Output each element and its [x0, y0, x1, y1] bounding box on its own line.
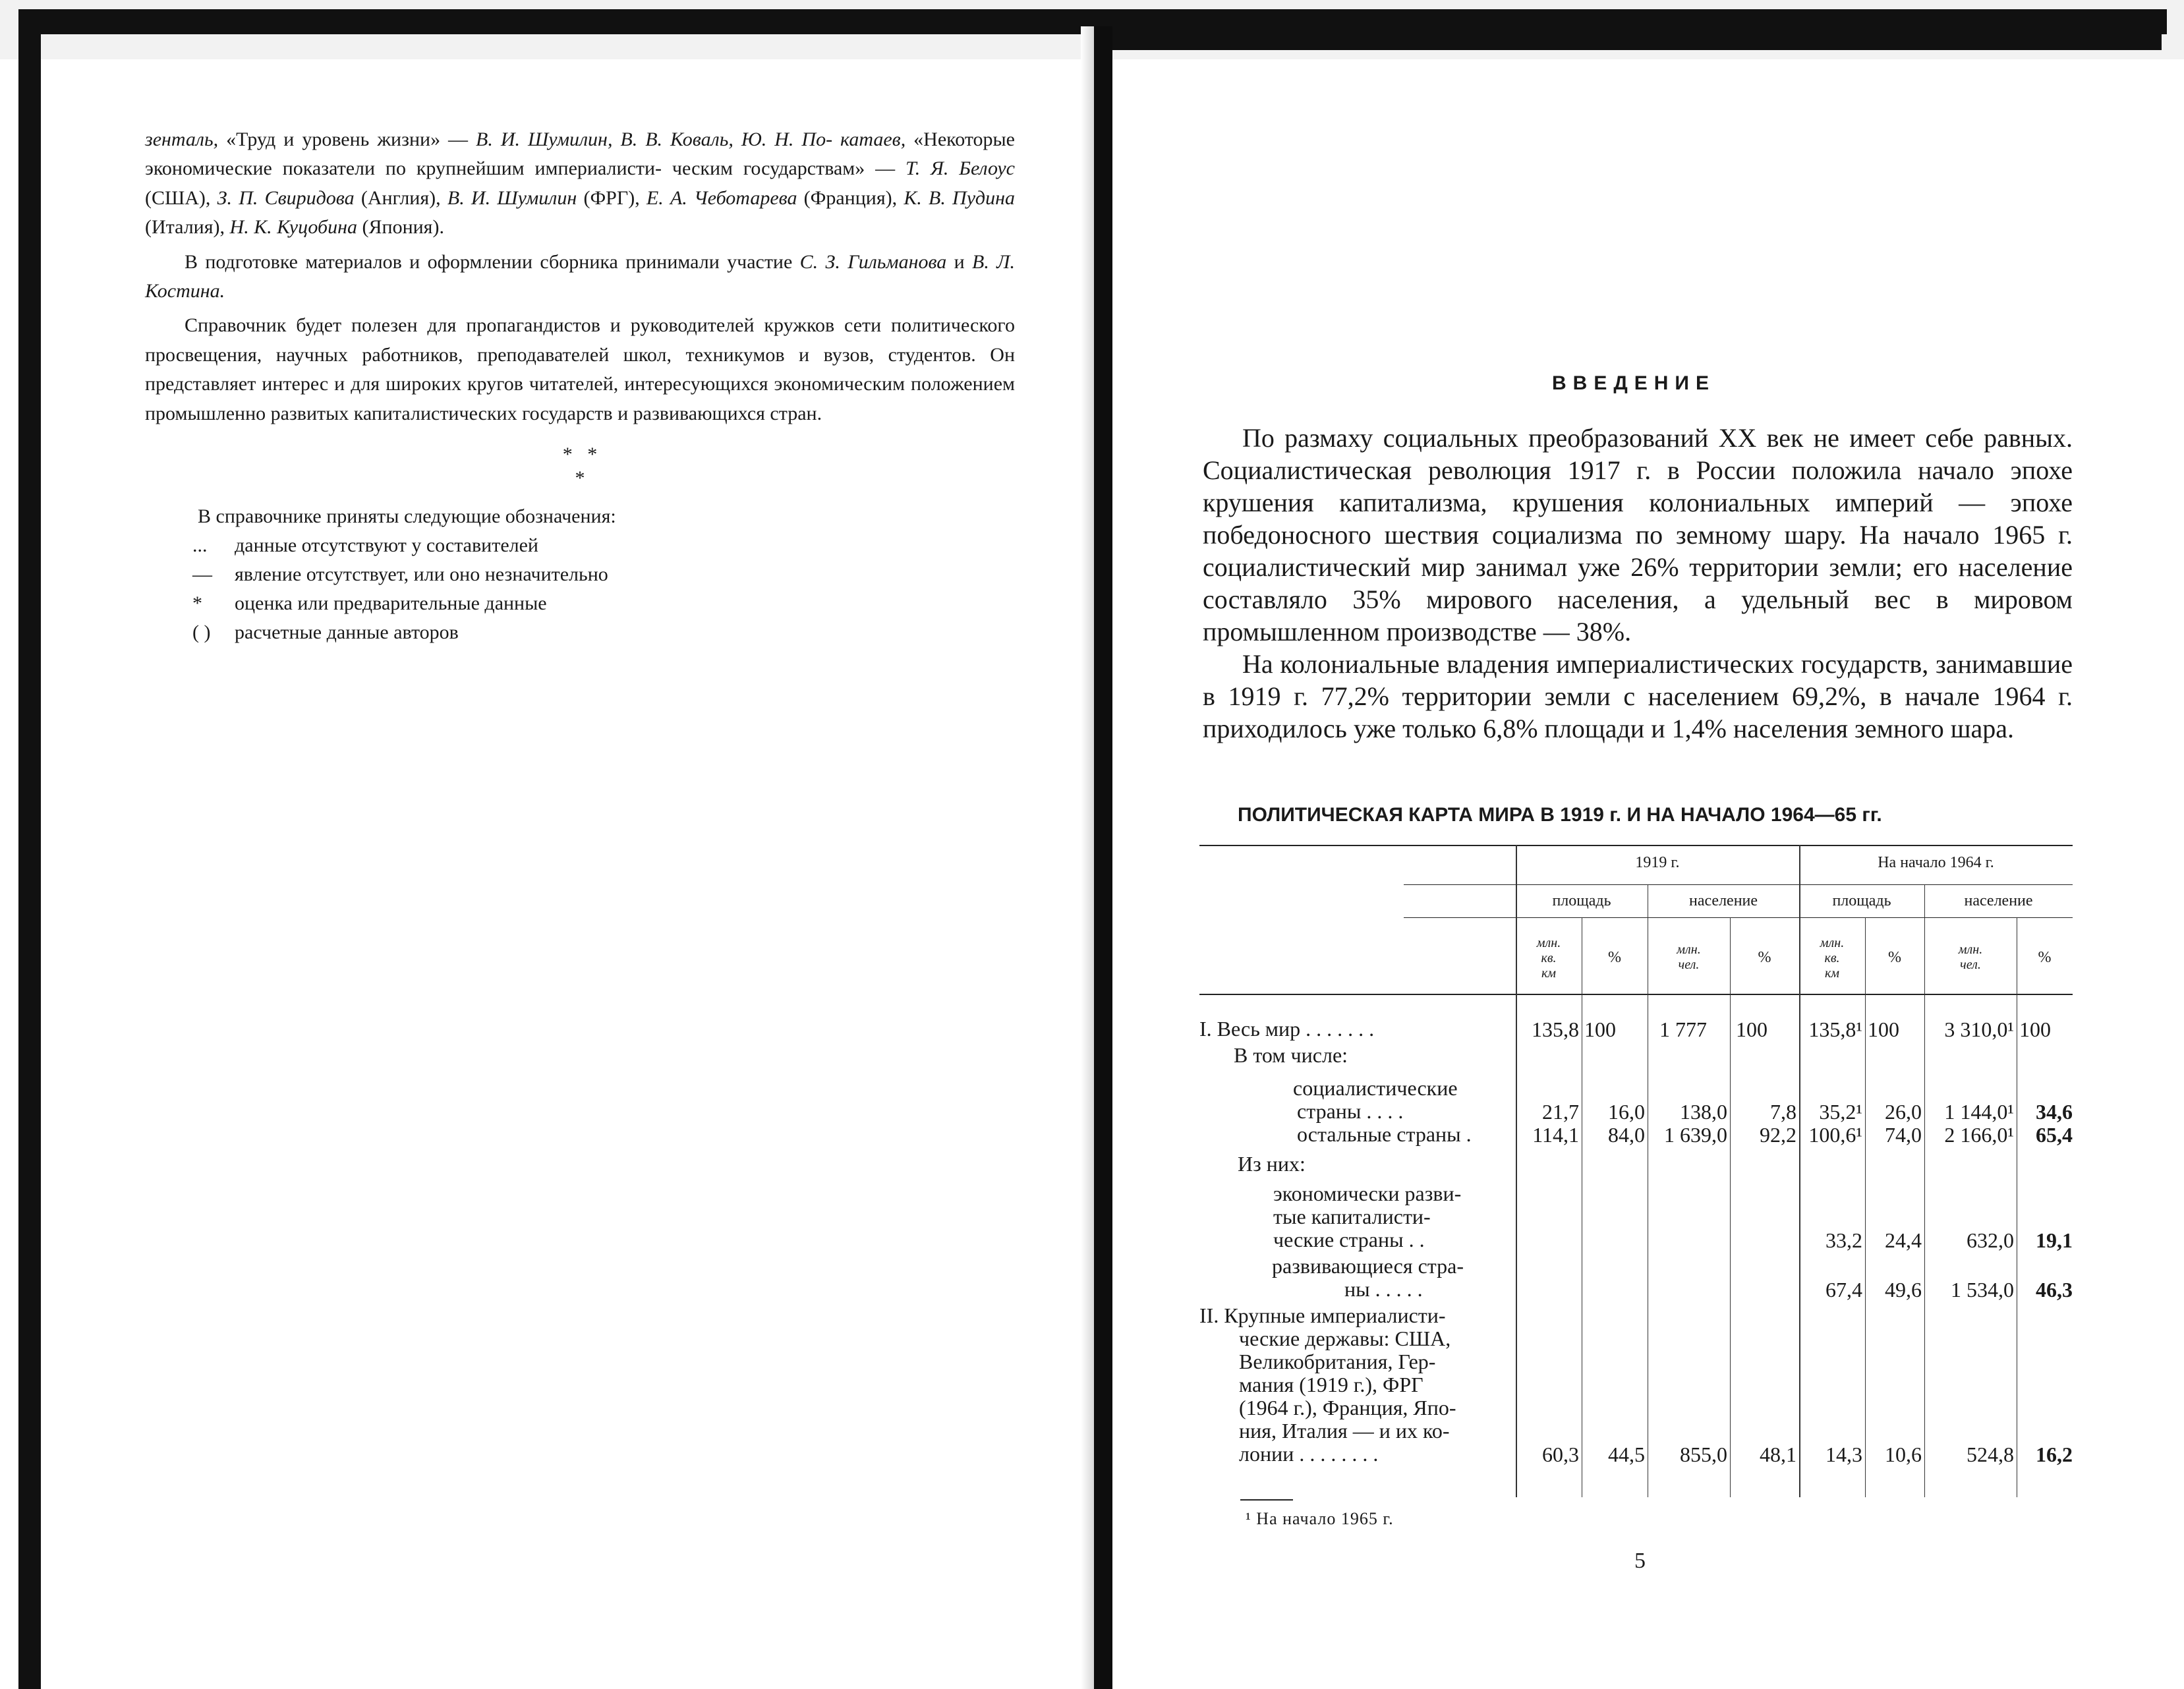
legend-intro: В справочнике приняты следующие обозначения: — [198, 505, 616, 528]
cell: 46,3 — [2036, 1278, 2073, 1302]
cell: 114,1 — [1532, 1123, 1579, 1147]
cell: 74,0 — [1885, 1123, 1922, 1147]
row-label-developed: экономически разви- — [1273, 1182, 1462, 1205]
cell: 33,2 — [1825, 1228, 1862, 1252]
cell: 135,8¹ — [1808, 1017, 1862, 1041]
text-span: (ФРГ), — [577, 186, 647, 209]
cell: 100 — [1584, 1017, 1616, 1041]
legend-item — [192, 589, 1015, 618]
intro-paragraph: По размаху социальных преобразований XX век не имеет себе равных. Социалистическая революция 1917 г. в России положила начало эпохе крушения капитализма, крушения колониальных империй — эпохе победоносного шествия социализма по земному шару. На начало 1965 г. социалистический мир занимал уже 26% территории земли; его население составляло 35% мирового населения, а удельный вес в мировом промышленном производстве — 38%. — [1203, 423, 2073, 646]
row-label-other: остальные страны . — [1297, 1122, 1472, 1146]
unit-text: млн. — [1536, 936, 1561, 950]
cell: 84,0 — [1608, 1123, 1645, 1147]
cell: 49,6 — [1885, 1278, 1922, 1302]
unit-text: кв. — [1824, 951, 1840, 965]
cell: 3 310,0¹ — [1944, 1017, 2014, 1041]
cell: 48,1 — [1760, 1443, 1796, 1466]
header-population-1964: население — [1964, 892, 2033, 909]
header-area-1964: площадь — [1832, 892, 1891, 909]
legend-item — [192, 618, 1015, 647]
contributors-paragraph — [145, 248, 1015, 306]
political-map-table — [1199, 845, 2073, 1497]
intro-paragraph: На колониальные владения империалистических государств, занимавшие в 1919 г. 77,2% территории земли с населением 69,2%, в начале 1964 г. приходилось уже только 6,8% площади и 1,4% населения земного шара. — [1203, 649, 2073, 743]
author-name: зенталь, — [145, 129, 219, 150]
unit-text: кв. — [1541, 951, 1557, 965]
cell: 14,3 — [1825, 1443, 1862, 1466]
row-label-socialist: социалистические — [1293, 1076, 1458, 1100]
text-span: В подготовке материалов и оформлении сборника принимали участие — [185, 250, 800, 273]
cell: 24,4 — [1885, 1228, 1922, 1252]
legend-item — [192, 531, 1015, 560]
cell: 92,2 — [1760, 1123, 1796, 1147]
cell: 21,7 — [1542, 1100, 1579, 1124]
section-separator-stars — [145, 443, 1015, 490]
cell: 34,6 — [2036, 1100, 2073, 1124]
header-1964: На начало 1964 г. — [1878, 854, 1994, 871]
row-label-powers: Великобритания, Гер- — [1239, 1350, 1436, 1373]
text-span: и — [946, 250, 973, 273]
cell: 7,8 — [1770, 1100, 1796, 1124]
cell: 1 144,0¹ — [1944, 1100, 2014, 1124]
unit-percent: % — [1888, 949, 1901, 966]
legend-symbol: ( ) — [192, 621, 211, 644]
table-rule-top — [1199, 845, 2073, 846]
author-name: В. И. Шумилин — [447, 186, 577, 209]
cell: 67,4 — [1825, 1278, 1862, 1302]
page-number: 5 — [1634, 1549, 1646, 1573]
section-heading: ВВЕДЕНИЕ — [1552, 372, 1715, 394]
table-rule — [1404, 884, 2073, 885]
unit-text: чел. — [1960, 958, 1981, 972]
cell: 135,8 — [1532, 1017, 1579, 1041]
footnote-rule — [1240, 1499, 1293, 1501]
cell: 44,5 — [1608, 1443, 1645, 1466]
text-span: (Англия), — [354, 186, 441, 209]
legend-symbol: ... — [192, 534, 208, 557]
book-gutter-shadow — [1081, 26, 1094, 1689]
row-label-of-them: Из них: — [1238, 1152, 1306, 1176]
row-label-developed: ческие страны . . — [1273, 1228, 1425, 1251]
legend-text: данные отсутствуют у составителей — [235, 534, 538, 557]
unit-text: км — [1541, 966, 1557, 981]
legend-text: явление отсутствует, или оно незначительно — [235, 563, 608, 586]
left-page — [145, 125, 1015, 647]
table-column-rule — [1730, 917, 1731, 1497]
stars-line: * * — [562, 444, 598, 466]
row-label-powers: ческие державы: США, — [1239, 1327, 1451, 1350]
unit-percent: % — [2038, 949, 2052, 966]
cell: 19,1 — [2036, 1228, 2073, 1252]
unit-text: млн. — [1677, 942, 1701, 957]
cell: 1 639,0 — [1664, 1123, 1727, 1147]
cell: 855,0 — [1680, 1443, 1727, 1466]
row-label-developing: развивающиеся стра- — [1272, 1254, 1464, 1278]
author-name: катаев, — [840, 129, 906, 150]
unit-population — [1648, 942, 1730, 973]
cell: 524,8 — [1967, 1443, 2014, 1466]
unit-text: чел. — [1678, 958, 1700, 972]
introduction-text — [1203, 422, 2073, 745]
table-rule-header-bottom — [1199, 994, 2073, 995]
legend-symbol: * — [192, 592, 202, 615]
row-label-powers: лонии . . . . . . . . — [1239, 1442, 1379, 1466]
author-name: Е. А. Чеботарева — [646, 186, 797, 209]
cell: 100 — [1868, 1017, 1899, 1041]
text-span: ческим государствам» — — [672, 157, 906, 180]
cell: 35,2¹ — [1819, 1100, 1862, 1124]
legend-text: расчетные данные авторов — [235, 621, 459, 644]
row-label-developed: тые капиталисти- — [1273, 1205, 1431, 1228]
unit-percent: % — [1608, 949, 1621, 966]
unit-text: млн. — [1958, 942, 1983, 957]
cell: 2 166,0¹ — [1944, 1123, 2014, 1147]
row-label-socialist: страны . . . . — [1297, 1099, 1404, 1123]
cell: 1 777 — [1659, 1017, 1707, 1041]
text-span: (США), — [145, 186, 217, 209]
table-column-rule — [1924, 884, 1925, 1497]
table-column-rule — [1865, 917, 1866, 1497]
row-label-powers: (1964 г.), Франция, Япо- — [1239, 1396, 1456, 1419]
unit-percent: % — [1758, 949, 1771, 966]
author-name: Т. Я. Белоус — [905, 157, 1015, 180]
text-span: «Труд и уровень жизни» — — [218, 129, 476, 150]
text-span: (Италия), — [145, 216, 225, 239]
author-name: К. В. Пудина — [904, 186, 1015, 209]
cell: 16,0 — [1608, 1100, 1645, 1124]
unit-text: км — [1824, 966, 1840, 981]
cell: 138,0 — [1680, 1100, 1727, 1124]
scan-edge-left — [18, 26, 41, 1689]
text-span: (Япония). — [357, 216, 444, 239]
cell: 10,6 — [1885, 1443, 1922, 1466]
cell: 1 534,0 — [1951, 1278, 2014, 1302]
book-gutter — [1094, 26, 1112, 1689]
legend-symbol: — — [192, 563, 212, 586]
cell: 60,3 — [1542, 1443, 1579, 1466]
cell: 26,0 — [1885, 1100, 1922, 1124]
row-label-including: В том числе: — [1234, 1043, 1348, 1067]
stars-line: * — [575, 467, 585, 490]
text-span: «Некоторые экономические показатели по крупнейшим империалисти- — [145, 129, 1016, 180]
cell: 65,4 — [2036, 1123, 2073, 1147]
unit-text: млн. — [1820, 936, 1845, 950]
header-area-1919: площадь — [1552, 892, 1611, 909]
cell: 16,2 — [2036, 1443, 2073, 1466]
audience-paragraph: Справочник будет полезен для пропагандистов и руководителей кружков сети политического просвещения, научных работников, преподавателей школ, техникумов и вузов, студентов. Он представляет интерес и для широких кругов читателей, интересующихся экономическим положением промышленно развитых капиталистических государств и развивающихся стран. — [145, 314, 1015, 424]
cell: 632,0 — [1967, 1228, 2014, 1252]
row-label-powers: ния, Италия — и их ко- — [1239, 1419, 1450, 1443]
unit-area — [1516, 936, 1582, 981]
unit-population — [1924, 942, 2017, 973]
row-label-developing: ны . . . . . — [1344, 1277, 1423, 1301]
cell: 100 — [1736, 1017, 1767, 1041]
author-name: В. Л. Костина. — [145, 250, 1015, 302]
footnote: ¹ На начало 1965 г. — [1246, 1509, 1394, 1528]
cell: 100 — [2019, 1017, 2051, 1041]
table-rule — [1404, 917, 2073, 918]
text-span: (Франция), — [797, 186, 904, 209]
table-title: ПОЛИТИЧЕСКАЯ КАРТА МИРА В 1919 г. И НА НАЧАЛО 1964—65 гг. — [1238, 804, 1882, 826]
author-name: В. И. Шумилин, В. В. Коваль, Ю. Н. По- — [476, 129, 833, 150]
row-label-powers: II. Крупные империалисти- — [1199, 1303, 1446, 1327]
scan-edge-top-right — [1107, 9, 2162, 50]
legend-item — [192, 560, 1015, 589]
header-population-1919: население — [1688, 892, 1758, 909]
legend-text: оценка или предварительные данные — [235, 592, 547, 615]
header-1919: 1919 г. — [1635, 854, 1680, 871]
author-name: З. П. Свиридова — [217, 186, 355, 209]
author-name: С. З. Гильманова — [799, 250, 947, 273]
cell: 100,6¹ — [1808, 1123, 1862, 1147]
row-label-world: I. Весь мир . . . . . . . — [1199, 1017, 1375, 1041]
row-label-powers: мания (1919 г.), ФРГ — [1239, 1373, 1423, 1396]
unit-area — [1799, 936, 1865, 981]
credits-paragraph — [145, 125, 1015, 243]
author-name: Н. К. Куцобина — [229, 216, 358, 239]
